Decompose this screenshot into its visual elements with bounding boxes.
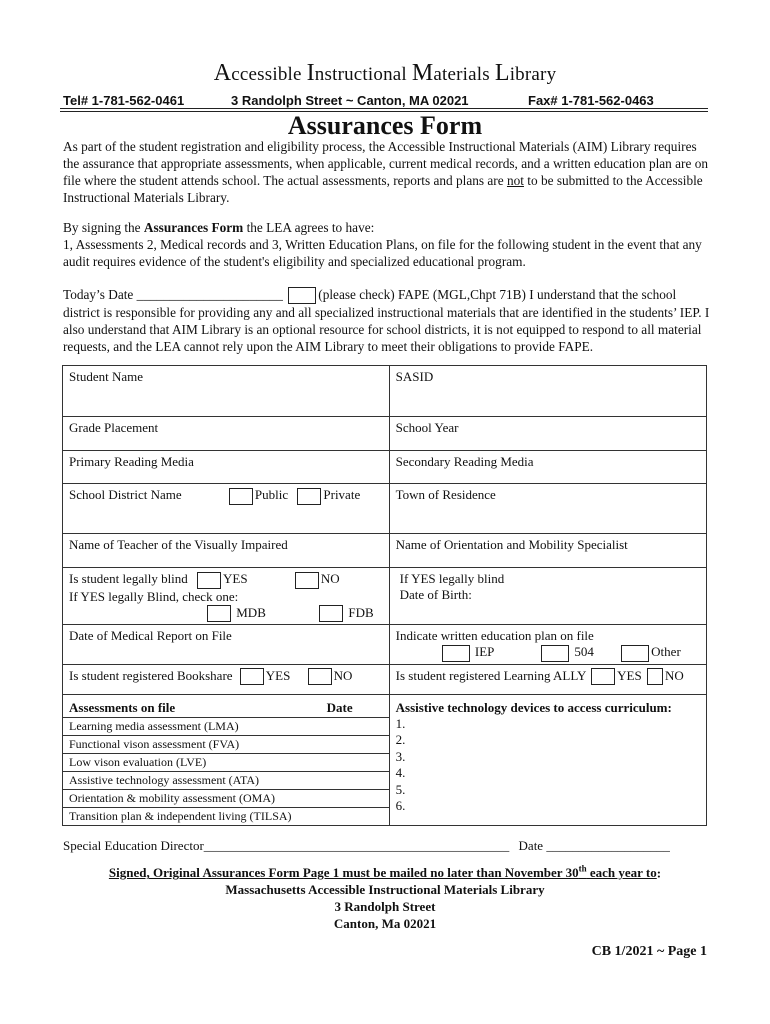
header-rule [60,108,708,109]
town-of-residence-field[interactable]: Town of Residence [389,484,706,534]
today-date-field[interactable]: ______________________ [136,287,283,302]
not-emphasis: not [506,173,524,188]
director-signature-line: Special Education Director_______________________________________________ Date ___________________ [63,838,670,853]
bookshare-field: Is student registered Bookshare YES NO [63,664,390,694]
learning-ally-field: Is student registered Learning ALLY YES NO [389,664,706,694]
student-info-table [62,365,707,826]
fape-paragraph: Today’s Date ______________________ (please check) FAPE (MGL,Chpt 71B) I understand that the school district is responsible for providing any and all specialized instructional materials that are identified in the students’ IEP. I also understand that AIM Library is an optional resource for school districts, it is not equipped to respond to all material requests, and the LEA cannot rely upon the AIM Library to meet their obligations to provide FAPE. [63,287,710,355]
fape-checkbox[interactable] [288,287,316,304]
assistive-tech-item[interactable]: 4. [395,765,406,781]
blind-no-checkbox[interactable] [295,572,319,589]
intro-paragraph: As part of the student registration and eligibility process, the Accessible Instructional Materials (AIM) Library requires the assurance that appropriate assessments, when applicable, current medical records, and a written education plan are on file where the student attends school. The actual assessments, reports and plans are not to be submitted to the Accessible Instructional Materials Library. [63,139,709,205]
assessments-header: Assessments on file Date [63,695,389,718]
telephone: Tel# 1-781-562-0461 [63,93,185,108]
public-checkbox[interactable] [229,488,253,505]
date-of-birth-field[interactable]: If YES legally blind Date of Birth: [389,568,706,625]
iep-checkbox[interactable] [442,645,470,662]
library-title: Accessible Instructional Materials Library [213,60,557,86]
sasid-field[interactable]: SASID [389,366,706,417]
director-signature-field[interactable]: _______________________________________________ [203,838,510,853]
medical-report-date-field[interactable]: Date of Medical Report on File [63,625,390,665]
assistive-tech-item[interactable]: 2. [395,732,406,748]
assessments-table [63,695,389,825]
om-specialist-field[interactable]: Name of Orientation and Mobility Specialist [389,534,706,568]
secondary-reading-media-field[interactable]: Secondary Reading Media [389,451,706,484]
other-plan-checkbox[interactable] [621,645,649,662]
tvi-name-field[interactable]: Name of Teacher of the Visually Impaired [63,534,390,568]
written-plan-field: Indicate written education plan on file IEP 504 Other [389,625,706,665]
assessment-item[interactable]: Transition plan & independent living (TILSA) [69,808,292,823]
assessment-item[interactable]: Functional vison assessment (FVA) [63,735,389,753]
assessment-item[interactable]: Orientation & mobility assessment (OMA) [63,789,389,807]
assistive-tech-cell [389,694,706,825]
mailing-street: 3 Randolph Street [334,899,436,914]
bookshare-yes-checkbox[interactable] [240,668,264,685]
assistive-tech-header: Assistive technology devices to access curriculum: [395,699,672,715]
signature-date-field[interactable]: ___________________ [546,838,670,853]
grade-placement-field[interactable]: Grade Placement [63,417,390,451]
page-footer: CB 1/2021 ~ Page 1 [591,944,707,959]
student-name-field[interactable]: Student Name [63,366,390,417]
lea-paragraph: By signing the Assurances Form the LEA agrees to have: 1, Assessments 2, Medical records and 3, Written Education Plans, on file for the following student in the event that any audit requires evidence of the student's eligibility and specialized educational program. [63,220,702,269]
fax: Fax# 1-781-562-0463 [528,93,654,108]
mailing-city: Canton, Ma 02021 [333,916,437,931]
assessment-item[interactable]: Low vison evaluation (LVE) [63,753,389,771]
assistive-tech-item[interactable]: 1. [395,715,406,731]
primary-reading-media-field[interactable]: Primary Reading Media [63,451,390,484]
assistive-tech-item[interactable]: 6. [395,798,406,814]
school-district-field[interactable]: School District Name Public Private [63,484,390,534]
blind-yes-checkbox[interactable] [197,572,221,589]
fdb-checkbox[interactable] [319,605,343,622]
assessment-item[interactable]: Assistive technology assessment (ATA) [63,771,389,789]
bookshare-no-checkbox[interactable] [308,668,332,685]
assistive-tech-item[interactable]: 5. [395,781,406,797]
assessment-item[interactable]: Learning media assessment (LMA) [63,717,389,735]
mdb-checkbox[interactable] [207,605,231,622]
assistive-tech-item[interactable]: 3. [395,748,406,764]
school-year-field[interactable]: School Year [389,417,706,451]
address: 3 Randolph Street ~ Canton, MA 02021 [231,93,469,108]
mailing-org: Massachusetts Accessible Instructional Materials Library [225,882,545,897]
504-checkbox[interactable] [541,645,569,662]
private-checkbox[interactable] [297,488,321,505]
ally-no-checkbox[interactable] [647,668,663,685]
ally-yes-checkbox[interactable] [591,668,615,685]
legally-blind-field: Is student legally blind YES NO If YES legally Blind, check one: MDB FDB [63,568,390,625]
form-title: Assurances Form [287,111,483,140]
assessments-cell [63,694,390,825]
assistive-tech-table [390,695,706,815]
mailing-instruction: Signed, Original Assurances Form Page 1 must be mailed no later than November 30th each year to: [108,864,662,881]
